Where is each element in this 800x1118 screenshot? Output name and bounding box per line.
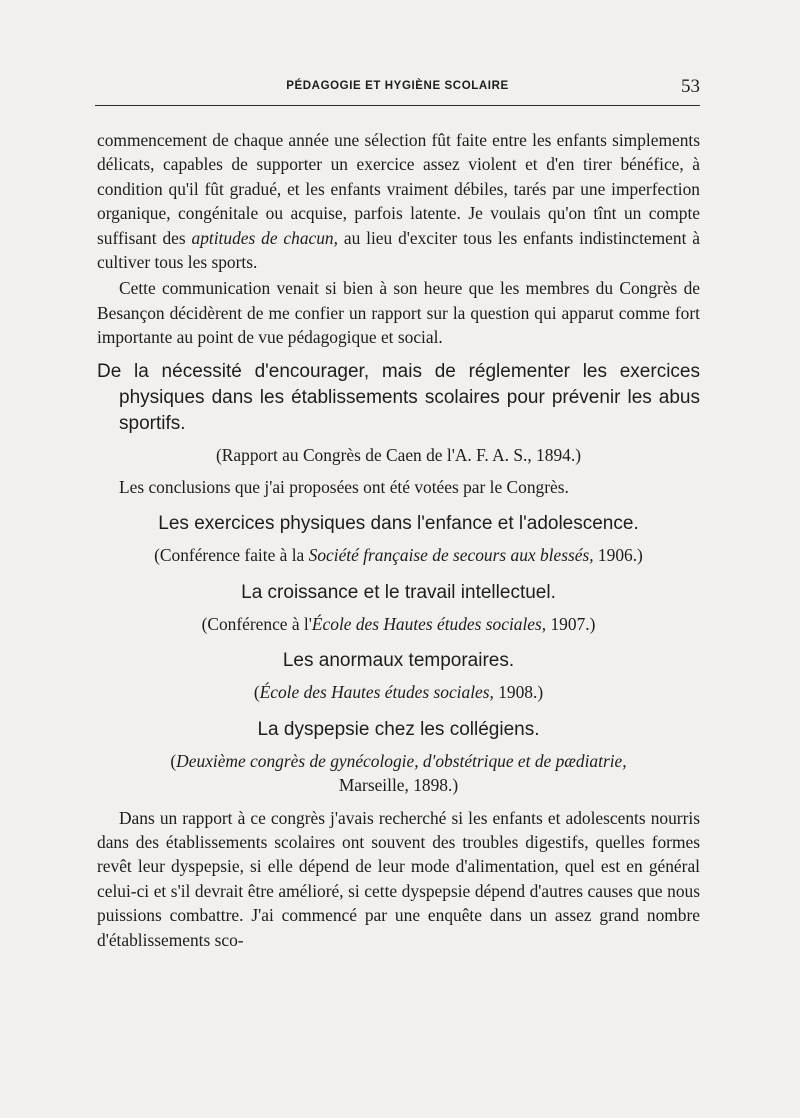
note-text: (	[170, 750, 177, 771]
note-italic: Deuxième congrès de gynécologie, d'obstétrique et de pædiatrie,	[176, 750, 627, 771]
note-text: (	[253, 682, 260, 703]
section-heading-encourager: De la nécessité d'encourager, mais de réglementer les exercices physiques dans les établissements scolaires pour prévenir les abus sportifs.	[97, 360, 700, 434]
paragraph-rapport-dyspepsie: Dans un rapport à ce congrès j'avais recherché si les enfants et adolescents nourris dans des établissements scolaires ont souvent des troubles digestifs, quelles formes revêt leur dyspepsie, si elle dépend de leur mode d'alimentation, quel est en général celui-ci et s'il devrait être amélioré, si cette dyspepsie dépend d'autres causes que nous puissions combattre. J'ai commencé par une enquête dans un assez grand nombre d'établissements sco-	[97, 807, 700, 950]
paragraph-text-end: au lieu d'exciter tous les enfants indistinctement à cultiver tous les sports.	[97, 227, 700, 273]
note-text-end: 1906.)	[593, 545, 643, 566]
note-text: (Conférence faite à la	[154, 545, 309, 566]
note-text: (Conférence à l'	[201, 613, 312, 634]
running-head	[95, 76, 700, 100]
note-text-end: 1908.)	[493, 682, 544, 703]
section-heading-anormaux: Les anormaux temporaires.	[282, 650, 515, 672]
note-text-end: 1907.)	[546, 613, 596, 634]
italic-phrase: aptitudes de chacun,	[191, 227, 338, 248]
page-number: 53	[681, 76, 700, 97]
section-note-hautes-etudes-1907	[97, 612, 700, 636]
paragraph-text: commencement de chaque année une sélection fût faite entre les enfants simplements délicats, capables de supporter un exercice assez violent et d'en tirer bénéfice, à condition qu'il fût gradué, et les enfants vraiment débiles, tarés par une imperfection organique, congénitale ou acquise, parfois latente. Je voulais qu'on tînt un compte suffisant des	[97, 130, 700, 248]
note-italic: Société française de secours aux blessés,	[308, 545, 594, 566]
section-heading-croissance: La croissance et le travail intellectuel.	[241, 581, 556, 603]
note-italic: École des Hautes études sociales,	[259, 682, 494, 703]
note-text-line2: Marseille, 1898.)	[338, 775, 459, 796]
section-note-conference	[97, 543, 700, 567]
running-title: PÉDAGOGIE ET HYGIÈNE SCOLAIRE	[286, 80, 509, 92]
section-note-congres-marseille	[97, 749, 700, 798]
section-note-hautes-etudes-1908	[97, 680, 700, 704]
paragraph-besancon: Cette communication venait si bien à son heure que les membres du Congrès de Besançon décidèrent de me confier un rapport sur la question qui apparut comme fort importante au point de vue pédagogique et social.	[97, 278, 700, 348]
section-heading-dyspepsie: La dyspepsie chez les collégiens.	[257, 718, 540, 740]
section-text-conclusions: Les conclusions que j'ai proposées ont été votées par le Congrès.	[119, 477, 569, 498]
header-rule	[95, 105, 700, 106]
section-note-rapport: (Rapport au Congrès de Caen de l'A. F. A. S., 1894.)	[216, 444, 581, 465]
paragraph-continuation	[97, 128, 700, 274]
note-italic: École des Hautes études sociales,	[311, 613, 547, 634]
page-body	[97, 128, 700, 952]
section-heading-exercices: Les exercices physiques dans l'enfance et l'adolescence.	[158, 513, 639, 535]
